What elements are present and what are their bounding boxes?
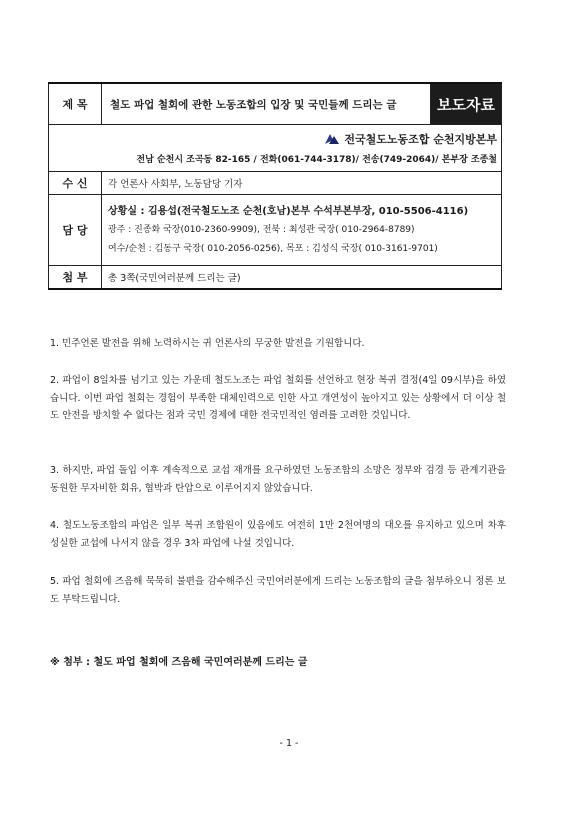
organization-block	[49, 125, 502, 172]
attach-label: 첨 부	[49, 266, 102, 290]
release-title: 철도 파업 철회에 관한 노동조합의 입장 및 국민들께 드리는 글	[102, 83, 431, 125]
page-number: - 1 -	[279, 738, 299, 749]
contact-label: 담 당	[49, 195, 102, 266]
title-label: 제 목	[49, 83, 102, 125]
paragraph-5: 5. 파업 철회에 즈음해 묵묵히 불편을 감수해주신 국민여러분에게 드리는 노동조합의 글을 첨부하오니 정론 보도 부탁드립니다.	[50, 576, 506, 605]
attachment-note: ※ 첨부 : 철도 파업 철회에 즈음해 국민여러분께 드리는 글	[50, 657, 308, 668]
attach-value: 총 3쪽(국민여러분께 드리는 글)	[102, 266, 502, 290]
paragraph-3: 3. 하지만, 파업 돌입 이후 계속적으로 교섭 재개를 요구하였던 노동조합의 소망은 정부와 검경 등 관계기관을 동원한 무자비한 회유, 협박과 탄압으로 이루어지지 않았습니다.	[50, 465, 506, 494]
press-header-table	[48, 82, 502, 290]
recipient-label: 수 신	[49, 172, 102, 195]
organization-name: 전국철도노동조합 순천지방본부	[344, 133, 497, 146]
contact-block	[102, 195, 502, 266]
contact-line: 광주 : 진종화 국장(010-2360-9909), 전북 : 최성관 국장( 010-2964-8789)	[108, 224, 415, 235]
contact-main: 상황실 : 김용섭(전국철도노조 순천(호남)본부 수석부본부장, 010-5506-4116)	[108, 205, 469, 217]
contact-line: 여수/순천 : 김동구 국장( 010-2056-0256), 목포 : 김성식 국장( 010-3161-9701)	[108, 243, 438, 254]
organization-address: 전남 순천시 조곡동 82-165 / 전화(061-744-3178)/ 전송(749-2064)/ 본부장 조종철	[136, 155, 497, 165]
paragraph-1: 1. 민주언론 발전을 위해 노력하시는 귀 언론사의 무궁한 발전을 기원합니다.	[50, 338, 365, 349]
recipient-value: 각 언론사 사회부, 노동담당 기자	[102, 172, 502, 195]
paragraph-4: 4. 철도노동조합의 파업은 일부 복귀 조합원이 있음에도 여전히 1만 2천여명의 대오를 유지하고 있으며 차후 성실한 교섭에 나서지 않을 경우 3차 파업에 나설 것입니다.	[50, 520, 506, 549]
union-logo-icon	[324, 133, 340, 145]
press-release-badge: 보도자료	[431, 83, 502, 125]
paragraph-2: 2. 파업이 8일차를 넘기고 있는 가운데 철도노조는 파업 철회를 선언하고 현장 복귀 결정(4일 09시부)을 하였습니다. 이번 파업 철회는 경험이 부족한 대체인력으로 인한 사고 개연성이 높아지고 있는 상황에서 더 이상 철도 안전을 방치할 수 없다는 점과 국민 경제에 대한 전국민적인 염려를 고려한 것입니다.	[50, 375, 506, 421]
